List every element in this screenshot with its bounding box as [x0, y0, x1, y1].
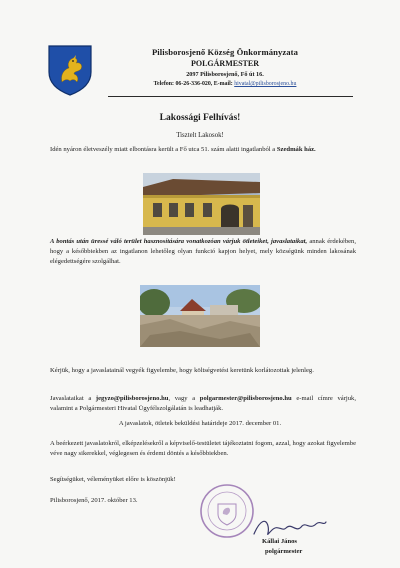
- email-label: E-mail:: [213, 81, 233, 87]
- office-address: 2097 Pilisborosjenő, Fő út 16.: [186, 71, 264, 78]
- intro-bold-text: Szedmák ház.: [276, 146, 316, 153]
- budget-paragraph: Kérjük, hogy a javaslatainál vegyék figyelembe, hogy költségvetési keretünk korlátozottak jelenleg.: [50, 367, 314, 374]
- thanks-paragraph: Segítségüket, véleményüket előre is köszönjük!: [50, 476, 176, 483]
- jegyzo-email-link[interactable]: jegyzo@pilisborosjeno.hu: [95, 395, 169, 402]
- signatory-title: polgármester: [265, 548, 303, 555]
- submission-text-1: Javaslataikat a: [50, 395, 92, 402]
- call-paragraph: [50, 237, 356, 266]
- intro-paragraph: [50, 145, 356, 155]
- official-stamp-icon: [198, 482, 256, 540]
- office-email-link[interactable]: hivatal@pilisborosjeno.hu: [234, 81, 297, 87]
- empty-lot-photo: [140, 285, 260, 347]
- call-text: annak érdekében, hogy a későbbiekben az ingatlanon lehetőleg olyan funkció kapjon helyet, mely községünk minden lakosának elégedettségére szolgálhat.: [50, 238, 356, 265]
- signatory-name: Kállai János: [262, 538, 297, 545]
- coat-of-arms-icon: [47, 44, 93, 96]
- submission-text-3: e-mail címre várjuk, valamint a Polgármesteri Hivatal Ügyfélszolgálatán is leadhatják.: [50, 395, 356, 412]
- followup-paragraph: A beérkezett javaslatokról, elképzelésekről a képviselő-testületet tájékoztatni fogom, azzal, hogy azokat figyelembe véve nagy sikerekkel, véglegesen és érdemi döntés a későbbiekben.: [50, 440, 356, 457]
- letterhead-divider: [108, 96, 353, 97]
- call-italic-text: A bontás után üressé váló terület hasznosítására vonatkozóan várjuk ötleteiket, javaslataikat,: [50, 238, 308, 245]
- place-date: Pilisborosjenő, 2017. október 13.: [50, 497, 138, 504]
- notice-title: Lakossági Felhívás!: [159, 112, 241, 123]
- intro-text: Idén nyáron életveszély miatt elbontásra került a Fő utca 51. szám alatti ingatlanból a: [50, 146, 276, 153]
- letterhead: [110, 47, 340, 87]
- polgarmester-email-link[interactable]: polgarmester@pilisborosjeno.hu: [199, 395, 292, 402]
- office-title: POLGÁRMESTER: [190, 59, 259, 68]
- municipality-name: Pilisborosjenő Község Önkormányzata: [151, 47, 299, 57]
- house-photo: [143, 173, 260, 235]
- deadline-text: A javaslatok, ötletek beküldési határideje 2017. december 01.: [118, 420, 282, 427]
- submission-paragraph: [50, 394, 356, 414]
- phone-text: Telefon: 06-26-336-020,: [153, 81, 213, 87]
- submission-text-2: , vagy a: [168, 395, 196, 402]
- greeting: Tisztelt Lakosok!: [176, 132, 224, 139]
- office-contact: [110, 81, 340, 87]
